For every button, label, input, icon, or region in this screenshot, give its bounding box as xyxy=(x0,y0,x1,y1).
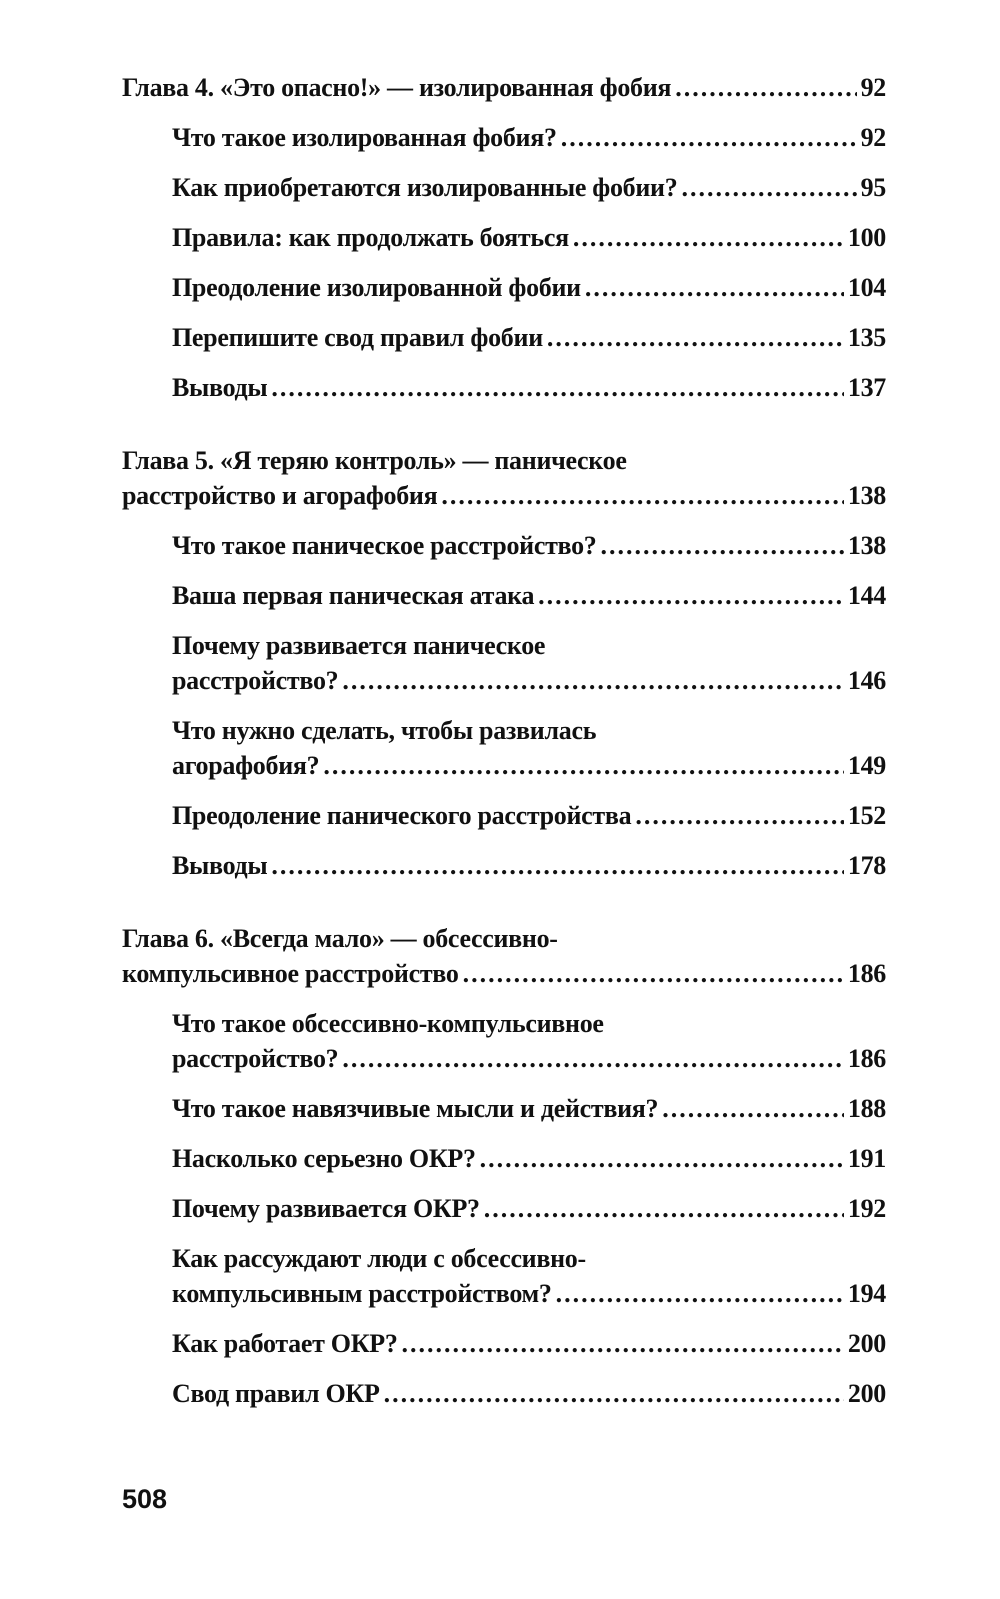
toc-line xyxy=(122,478,886,513)
dot-leader xyxy=(271,848,843,883)
dot-leader xyxy=(484,1191,844,1226)
toc-page-number: 200 xyxy=(847,1329,886,1358)
toc-line xyxy=(172,1276,886,1311)
toc-entry xyxy=(122,1141,886,1176)
chapter-heading xyxy=(122,70,886,105)
toc-line xyxy=(172,1041,886,1076)
toc-text: Преодоление изолированной фобии xyxy=(172,273,581,302)
dot-leader xyxy=(675,70,856,105)
dot-leader xyxy=(556,1276,844,1311)
toc-page-number: 146 xyxy=(847,666,886,695)
toc-text: Что такое навязчивые мысли и действия? xyxy=(172,1094,659,1123)
toc-page-number: 186 xyxy=(847,959,886,988)
dot-leader xyxy=(323,748,844,783)
toc-line xyxy=(172,1326,886,1361)
toc-line xyxy=(172,1376,886,1411)
toc-line xyxy=(172,528,886,563)
toc-line xyxy=(172,713,886,748)
dot-leader xyxy=(271,370,843,405)
toc-line xyxy=(172,270,886,305)
dot-leader xyxy=(547,320,844,355)
toc-entry xyxy=(122,1376,886,1411)
toc-entry xyxy=(122,578,886,613)
toc-page-number: 152 xyxy=(847,801,886,830)
toc-text: Как рассуждают люди с обсессивно- xyxy=(172,1244,586,1273)
toc-page-number: 192 xyxy=(847,1194,886,1223)
toc-page-number: 149 xyxy=(847,751,886,780)
toc-entry xyxy=(122,848,886,883)
toc-line xyxy=(172,1141,886,1176)
toc-text: Что такое обсессивно-компульсивное xyxy=(172,1009,604,1038)
dot-leader xyxy=(573,220,844,255)
toc-text: Выводы xyxy=(172,851,268,880)
toc-entry xyxy=(122,170,886,205)
toc-entry xyxy=(122,798,886,833)
toc-line xyxy=(172,848,886,883)
toc-line xyxy=(172,1191,886,1226)
toc-text: Глава 4. «Это опасно!» — изолированная фобия xyxy=(122,73,672,102)
dot-leader xyxy=(384,1376,844,1411)
toc-page-number: 144 xyxy=(847,581,886,610)
toc-line xyxy=(122,921,886,956)
toc-entry xyxy=(122,1191,886,1226)
toc-page-number: 137 xyxy=(847,373,886,402)
toc-page-number: 188 xyxy=(847,1094,886,1123)
toc-entry xyxy=(122,628,886,698)
toc-line xyxy=(122,443,886,478)
toc-chapter xyxy=(122,443,886,883)
toc-page-number: 92 xyxy=(860,123,886,152)
chapter-heading xyxy=(122,921,886,991)
toc-text: Как приобретаются изолированные фобии? xyxy=(172,173,678,202)
toc-line xyxy=(172,748,886,783)
toc-page-number: 178 xyxy=(847,851,886,880)
table-of-contents xyxy=(122,70,886,1411)
toc-page-number: 135 xyxy=(847,323,886,352)
dot-leader xyxy=(480,1141,844,1176)
toc-text: Как работает ОКР? xyxy=(172,1329,398,1358)
toc-text: Что такое изолированная фобия? xyxy=(172,123,557,152)
toc-text: агорафобия? xyxy=(172,751,320,780)
toc-text: расстройство? xyxy=(172,666,339,695)
toc-text: Преодоление панического расстройства xyxy=(172,801,632,830)
toc-text: расстройство? xyxy=(172,1044,339,1073)
toc-page-number: 95 xyxy=(860,173,886,202)
chapter-heading xyxy=(122,443,886,513)
toc-line xyxy=(172,370,886,405)
toc-line xyxy=(172,798,886,833)
toc-page-number: 104 xyxy=(847,273,886,302)
toc-line xyxy=(172,170,886,205)
toc-entry xyxy=(122,1241,886,1311)
page-number: 508 xyxy=(122,1484,168,1514)
toc-line xyxy=(172,578,886,613)
dot-leader xyxy=(463,956,844,991)
dot-leader xyxy=(585,270,844,305)
dot-leader xyxy=(342,663,844,698)
toc-text: Почему развивается паническое xyxy=(172,631,546,660)
dot-leader xyxy=(342,1041,844,1076)
toc-page-number: 186 xyxy=(847,1044,886,1073)
toc-line xyxy=(172,1241,886,1276)
toc-line xyxy=(172,320,886,355)
toc-entry xyxy=(122,270,886,305)
toc-page-number: 191 xyxy=(847,1144,886,1173)
toc-entry xyxy=(122,1006,886,1076)
toc-line xyxy=(172,1091,886,1126)
toc-line xyxy=(122,70,886,105)
toc-chapter xyxy=(122,70,886,405)
toc-entry xyxy=(122,220,886,255)
chapter-entries xyxy=(122,1006,886,1411)
dot-leader xyxy=(441,478,844,513)
toc-text: расстройство и агорафобия xyxy=(122,481,438,510)
toc-text: Выводы xyxy=(172,373,268,402)
toc-text: Свод правил ОКР xyxy=(172,1379,380,1408)
toc-page-number: 194 xyxy=(847,1279,886,1308)
toc-text: Ваша первая паническая атака xyxy=(172,581,535,610)
toc-line xyxy=(172,1006,886,1041)
toc-text: компульсивным расстройством? xyxy=(172,1279,552,1308)
dot-leader xyxy=(601,528,844,563)
toc-text: Что нужно сделать, чтобы развилась xyxy=(172,716,597,745)
toc-page-number: 138 xyxy=(847,481,886,510)
dot-leader xyxy=(538,578,844,613)
toc-entry xyxy=(122,1326,886,1361)
toc-text: компульсивное расстройство xyxy=(122,959,459,988)
dot-leader xyxy=(561,120,857,155)
toc-entry xyxy=(122,713,886,783)
toc-entry xyxy=(122,120,886,155)
toc-text: Насколько серьезно ОКР? xyxy=(172,1144,476,1173)
dot-leader xyxy=(662,1091,844,1126)
toc-page-number: 100 xyxy=(847,223,886,252)
toc-entry xyxy=(122,320,886,355)
dot-leader xyxy=(681,170,856,205)
toc-line xyxy=(122,956,886,991)
dot-leader xyxy=(402,1326,844,1361)
toc-line xyxy=(172,628,886,663)
toc-entry xyxy=(122,370,886,405)
toc-line xyxy=(172,220,886,255)
toc-text: Что такое паническое расстройство? xyxy=(172,531,597,560)
toc-entry xyxy=(122,1091,886,1126)
toc-line xyxy=(172,120,886,155)
chapter-entries xyxy=(122,528,886,883)
toc-entry xyxy=(122,528,886,563)
toc-page-number: 200 xyxy=(847,1379,886,1408)
toc-page-number: 92 xyxy=(860,73,886,102)
toc-text: Глава 6. «Всегда мало» — обсессивно- xyxy=(122,924,558,953)
toc-text: Почему развивается ОКР? xyxy=(172,1194,480,1223)
toc-text: Правила: как продолжать бояться xyxy=(172,223,569,252)
chapter-entries xyxy=(122,120,886,405)
toc-page-number: 138 xyxy=(847,531,886,560)
toc-line xyxy=(172,663,886,698)
toc-text: Перепишите свод правил фобии xyxy=(172,323,543,352)
toc-chapter xyxy=(122,921,886,1411)
dot-leader xyxy=(635,798,844,833)
toc-text: Глава 5. «Я теряю контроль» — паническое xyxy=(122,446,627,475)
